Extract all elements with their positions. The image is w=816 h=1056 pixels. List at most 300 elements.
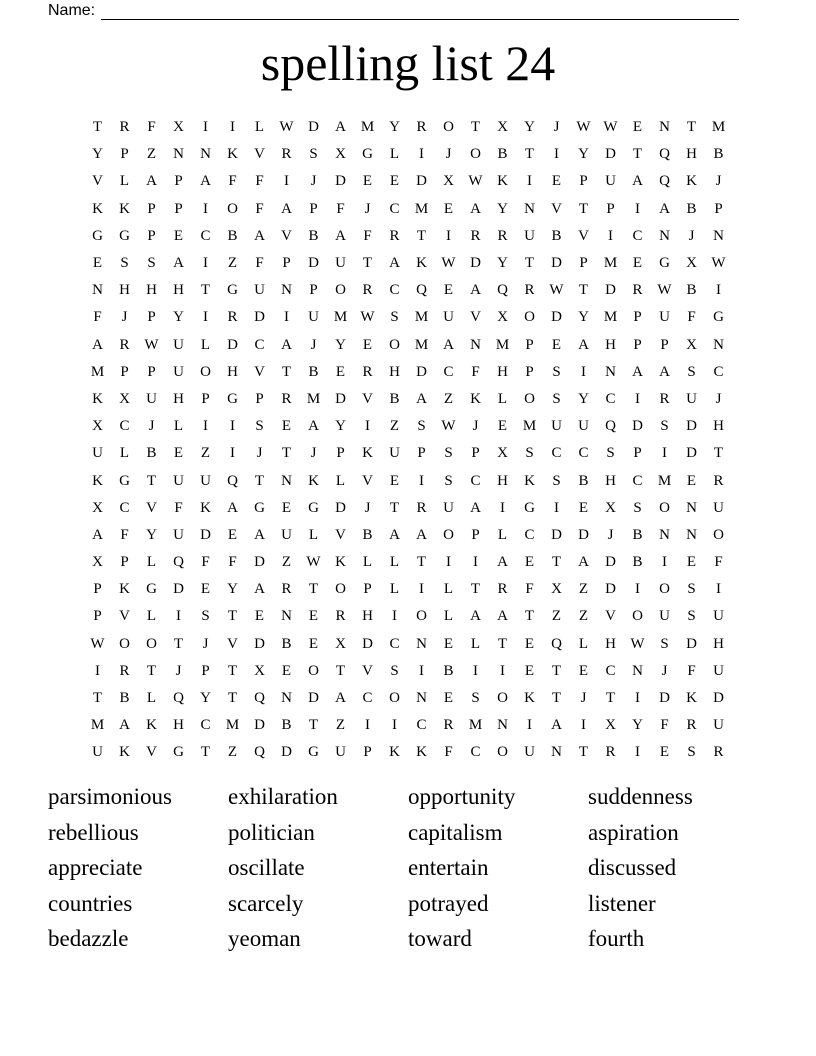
grid-letter: H — [605, 472, 616, 489]
grid-letter: X — [254, 662, 265, 679]
grid-letter: L — [254, 119, 265, 136]
grid-letter: P — [336, 445, 345, 462]
grid-letter: I — [446, 227, 451, 244]
grid-letter: A — [632, 363, 643, 380]
grid-letter: Z — [146, 146, 157, 163]
grid-letter: K — [686, 173, 697, 190]
grid-letter: R — [497, 581, 508, 598]
grid-letter: K — [92, 390, 103, 407]
grid-letter: U — [713, 499, 724, 516]
grid-letter: G — [173, 744, 184, 761]
grid-letter: H — [173, 717, 184, 734]
grid-letter: N — [659, 227, 670, 244]
grid-letter: A — [578, 336, 589, 353]
grid-letter: O — [416, 608, 427, 625]
grid-letter: X — [497, 309, 508, 326]
grid-letter: D — [551, 309, 562, 326]
grid-letter: W — [441, 418, 456, 435]
grid-letter: L — [146, 554, 157, 571]
grid-letter: T — [92, 119, 103, 136]
grid-letter: F — [255, 200, 264, 217]
grid-letter: J — [472, 418, 479, 435]
grid-letter: I — [662, 554, 667, 571]
grid-letter: I — [635, 581, 640, 598]
grid-letter: T — [470, 119, 481, 136]
grid-letter: P — [120, 363, 129, 380]
grid-letter: A — [497, 554, 508, 571]
grid-letter: N — [686, 499, 697, 516]
grid-letter: L — [578, 635, 589, 652]
grid-letter: G — [362, 146, 373, 163]
grid-letter: I — [581, 717, 586, 734]
grid-letter: U — [713, 717, 724, 734]
grid-letter: W — [711, 255, 726, 272]
grid-letter: A — [281, 200, 292, 217]
grid-letter: A — [416, 526, 427, 543]
grid-letter: A — [389, 255, 400, 272]
grid-letter: D — [416, 363, 427, 380]
grid-letter: N — [524, 200, 535, 217]
grid-letter: N — [92, 282, 103, 299]
grid-letter: E — [281, 499, 292, 516]
grid-letter: P — [660, 336, 669, 353]
grid-letter: C — [119, 499, 130, 516]
grid-letter: T — [281, 363, 292, 380]
grid-letter: O — [497, 690, 508, 707]
grid-letter: S — [471, 690, 480, 707]
grid-letter: T — [200, 282, 211, 299]
word-list-item: fourth — [588, 926, 645, 952]
grid-letter: M — [90, 717, 105, 734]
grid-letter: A — [200, 173, 211, 190]
grid-letter: B — [281, 717, 292, 734]
grid-letter: J — [688, 227, 695, 244]
grid-letter: I — [527, 173, 532, 190]
grid-letter: E — [335, 363, 346, 380]
grid-letter: Q — [659, 146, 670, 163]
grid-letter: D — [605, 581, 616, 598]
grid-letter: E — [362, 336, 373, 353]
grid-letter: S — [444, 472, 453, 489]
grid-letter: T — [335, 662, 346, 679]
grid-letter: B — [686, 200, 697, 217]
grid-letter: P — [174, 200, 183, 217]
grid-letter: R — [659, 390, 670, 407]
word-list-item: aspiration — [588, 819, 679, 845]
word-list-item: exhilaration — [228, 784, 338, 809]
grid-letter: V — [335, 526, 346, 543]
grid-letter: L — [200, 336, 211, 353]
grid-letter: J — [148, 418, 155, 435]
grid-letter: E — [254, 608, 265, 625]
grid-letter: N — [470, 336, 481, 353]
grid-letter: R — [389, 227, 400, 244]
grid-letter: P — [120, 146, 129, 163]
grid-letter: D — [308, 255, 319, 272]
grid-letter: T — [308, 717, 319, 734]
grid-letter: D — [659, 690, 670, 707]
grid-letter: H — [389, 363, 400, 380]
grid-letter: B — [632, 554, 643, 571]
grid-letter: L — [335, 472, 346, 489]
grid-letter: T — [578, 282, 589, 299]
grid-letter: T — [416, 554, 427, 571]
grid-letter: D — [713, 690, 724, 707]
grid-letter: H — [497, 472, 508, 489]
grid-letter: Z — [578, 581, 589, 598]
grid-letter: O — [146, 635, 157, 652]
grid-letter: V — [227, 635, 238, 652]
grid-letter: K — [119, 581, 130, 598]
grid-letter: L — [389, 581, 400, 598]
grid-letter: Z — [578, 608, 589, 625]
grid-letter: T — [281, 445, 292, 462]
grid-letter: F — [174, 499, 183, 516]
grid-letter: C — [389, 282, 400, 299]
grid-letter: X — [92, 554, 103, 571]
grid-letter: T — [524, 146, 535, 163]
grid-letter: K — [119, 744, 130, 761]
grid-letter: F — [255, 255, 264, 272]
grid-letter: F — [147, 119, 156, 136]
grid-letter: A — [632, 173, 643, 190]
grid-letter: A — [389, 526, 400, 543]
grid-letter: Y — [335, 336, 346, 353]
grid-letter: U — [713, 662, 724, 679]
grid-letter: K — [524, 472, 535, 489]
grid-letter: N — [497, 717, 508, 734]
grid-letter: I — [635, 200, 640, 217]
grid-letter: C — [470, 472, 481, 489]
grid-letter: E — [92, 255, 103, 272]
grid-letter: I — [230, 418, 235, 435]
grid-letter: F — [228, 173, 237, 190]
grid-letter: I — [203, 255, 208, 272]
grid-letter: N — [173, 146, 184, 163]
grid-letter: Z — [389, 418, 400, 435]
grid-letter: L — [146, 608, 157, 625]
grid-letter: U — [308, 309, 319, 326]
grid-letter: E — [686, 472, 697, 489]
grid-letter: O — [443, 526, 454, 543]
grid-letter: O — [200, 363, 211, 380]
grid-letter: V — [362, 662, 373, 679]
grid-letter: T — [605, 690, 616, 707]
grid-letter: N — [416, 690, 427, 707]
grid-letter: Y — [578, 309, 589, 326]
grid-letter: T — [254, 472, 265, 489]
grid-letter: O — [119, 635, 130, 652]
grid-letter: D — [686, 418, 697, 435]
grid-letter: P — [93, 581, 102, 598]
grid-letter: K — [497, 173, 508, 190]
grid-letter: U — [335, 255, 346, 272]
grid-letter: R — [443, 717, 454, 734]
grid-letter: S — [120, 255, 129, 272]
grid-letter: O — [659, 499, 670, 516]
grid-letter: E — [389, 472, 400, 489]
grid-letter: P — [255, 390, 264, 407]
grid-letter: P — [201, 662, 210, 679]
grid-letter: I — [176, 608, 181, 625]
grid-letter: S — [201, 608, 210, 625]
grid-letter: M — [468, 717, 483, 734]
grid-letter: K — [227, 146, 238, 163]
grid-letter: E — [443, 282, 454, 299]
grid-letter: G — [254, 499, 265, 516]
grid-letter: G — [713, 309, 724, 326]
grid-letter: E — [362, 173, 373, 190]
grid-letter: V — [362, 472, 373, 489]
grid-letter: R — [119, 119, 130, 136]
grid-letter: J — [715, 173, 722, 190]
grid-letter: I — [365, 418, 370, 435]
grid-letter: C — [443, 363, 454, 380]
grid-letter: A — [416, 390, 427, 407]
grid-letter: G — [227, 390, 238, 407]
grid-letter: B — [551, 227, 562, 244]
grid-letter: K — [416, 744, 427, 761]
grid-letter: U — [92, 445, 103, 462]
grid-letter: T — [308, 581, 319, 598]
grid-letter: Z — [227, 744, 238, 761]
grid-letter: P — [309, 200, 318, 217]
grid-letter: P — [633, 445, 642, 462]
grid-letter: F — [687, 309, 696, 326]
grid-letter: F — [336, 200, 345, 217]
grid-letter: S — [606, 445, 615, 462]
grid-letter: T — [389, 499, 400, 516]
word-list-item: parsimonious — [48, 784, 172, 809]
grid-letter: T — [551, 662, 562, 679]
grid-letter: I — [230, 119, 235, 136]
grid-letter: T — [146, 662, 157, 679]
grid-letter: T — [227, 690, 238, 707]
grid-letter: M — [711, 119, 726, 136]
grid-letter: J — [310, 173, 317, 190]
grid-letter: P — [93, 608, 102, 625]
grid-letter: M — [603, 309, 618, 326]
grid-letter: N — [281, 608, 292, 625]
grid-letter: D — [686, 635, 697, 652]
grid-letter: A — [578, 554, 589, 571]
word-list-item: scarcely — [228, 890, 304, 916]
grid-letter: M — [522, 418, 537, 435]
grid-letter: Q — [254, 690, 265, 707]
grid-letter: X — [119, 390, 130, 407]
grid-letter: B — [686, 282, 697, 299]
grid-letter: R — [497, 227, 508, 244]
grid-letter: A — [497, 608, 508, 625]
grid-letter: L — [146, 690, 157, 707]
grid-letter: U — [605, 173, 616, 190]
grid-letter: B — [146, 445, 157, 462]
grid-letter: W — [306, 554, 321, 571]
grid-letter: I — [419, 146, 424, 163]
grid-letter: V — [281, 227, 292, 244]
grid-letter: H — [605, 635, 616, 652]
grid-letter: R — [605, 744, 616, 761]
grid-letter: Y — [200, 690, 211, 707]
grid-letter: F — [228, 554, 237, 571]
grid-letter: N — [659, 526, 670, 543]
grid-letter: E — [524, 554, 535, 571]
grid-letter: K — [362, 445, 373, 462]
grid-letter: T — [578, 744, 589, 761]
grid-letter: C — [551, 445, 562, 462]
grid-letter: I — [446, 554, 451, 571]
word-list-item: suddenness — [588, 784, 693, 809]
grid-letter: Q — [605, 418, 616, 435]
grid-letter: T — [227, 608, 238, 625]
grid-letter: P — [633, 336, 642, 353]
grid-letter: K — [92, 200, 103, 217]
grid-letter: N — [713, 336, 724, 353]
word-list-item: discussed — [588, 855, 677, 881]
grid-letter: I — [203, 119, 208, 136]
grid-letter: M — [603, 255, 618, 272]
grid-letter: V — [146, 744, 157, 761]
grid-letter: D — [686, 445, 697, 462]
grid-letter: I — [203, 200, 208, 217]
grid-letter: U — [173, 472, 184, 489]
grid-letter: G — [308, 744, 319, 761]
word-list-item: appreciate — [48, 855, 143, 881]
grid-letter: E — [200, 581, 211, 598]
page-title: spelling list 24 — [260, 35, 556, 91]
grid-letter: M — [414, 200, 429, 217]
grid-letter: D — [254, 635, 265, 652]
grid-letter: M — [333, 309, 348, 326]
grid-letter: Y — [389, 119, 400, 136]
word-list-item: opportunity — [408, 784, 516, 809]
grid-letter: E — [659, 744, 670, 761]
grid-letter: S — [390, 662, 399, 679]
grid-letter: X — [443, 173, 454, 190]
grid-letter: D — [605, 146, 616, 163]
grid-letter: E — [551, 173, 562, 190]
grid-letter: U — [578, 418, 589, 435]
grid-letter: W — [468, 173, 483, 190]
grid-letter: W — [279, 119, 294, 136]
grid-letter: U — [443, 309, 454, 326]
grid-letter: Y — [497, 200, 508, 217]
grid-letter: Y — [146, 526, 157, 543]
grid-letter: U — [659, 608, 670, 625]
grid-letter: A — [254, 581, 265, 598]
grid-letter: I — [635, 744, 640, 761]
grid-letter: N — [200, 146, 211, 163]
grid-letter: F — [471, 363, 480, 380]
grid-letter: F — [93, 309, 102, 326]
grid-letter: T — [713, 445, 724, 462]
grid-letter: I — [554, 146, 559, 163]
grid-letter: X — [92, 499, 103, 516]
grid-letter: C — [605, 390, 616, 407]
grid-letter: E — [551, 336, 562, 353]
grid-letter: N — [281, 690, 292, 707]
grid-letter: J — [553, 119, 560, 136]
grid-letter: Z — [443, 390, 454, 407]
grid-letter: R — [713, 472, 724, 489]
grid-letter: O — [632, 608, 643, 625]
grid-letter: R — [713, 744, 724, 761]
grid-letter: W — [441, 255, 456, 272]
grid-letter: U — [173, 363, 184, 380]
grid-letter: U — [659, 309, 670, 326]
grid-letter: C — [605, 662, 616, 679]
grid-letter: X — [686, 255, 697, 272]
grid-letter: B — [308, 227, 319, 244]
grid-letter: R — [416, 499, 427, 516]
grid-letter: N — [659, 119, 670, 136]
grid-letter: C — [416, 717, 427, 734]
grid-letter: B — [713, 146, 724, 163]
grid-letter: O — [497, 744, 508, 761]
grid-letter: L — [497, 526, 508, 543]
grid-letter: C — [389, 200, 400, 217]
grid-letter: D — [578, 526, 589, 543]
grid-letter: Q — [254, 744, 265, 761]
grid-letter: Y — [227, 581, 238, 598]
grid-letter: B — [227, 227, 238, 244]
grid-letter: D — [605, 554, 616, 571]
grid-letter: Y — [173, 309, 184, 326]
grid-letter: G — [146, 581, 157, 598]
grid-letter: X — [605, 499, 616, 516]
grid-letter: K — [92, 472, 103, 489]
grid-letter: M — [306, 390, 321, 407]
grid-letter: S — [660, 418, 669, 435]
grid-letter: W — [630, 635, 645, 652]
grid-letter: P — [120, 554, 129, 571]
grid-letter: S — [633, 499, 642, 516]
grid-letter: T — [632, 146, 643, 163]
grid-letter: L — [362, 554, 373, 571]
grid-letter: O — [227, 200, 238, 217]
grid-letter: U — [92, 744, 103, 761]
grid-letter: R — [281, 581, 292, 598]
grid-letter: S — [687, 363, 696, 380]
grid-letter: P — [579, 173, 588, 190]
grid-letter: I — [392, 717, 397, 734]
grid-letter: A — [470, 608, 481, 625]
grid-letter: R — [119, 662, 130, 679]
grid-letter: S — [525, 445, 534, 462]
grid-letter: S — [417, 418, 426, 435]
grid-letter: J — [310, 336, 317, 353]
grid-letter: O — [470, 146, 481, 163]
grid-letter: G — [92, 227, 103, 244]
grid-letter: B — [578, 472, 589, 489]
grid-letter: E — [308, 635, 319, 652]
grid-letter: K — [686, 690, 697, 707]
name-blank-line — [101, 5, 739, 20]
grid-letter: I — [284, 309, 289, 326]
grid-letter: R — [416, 119, 427, 136]
grid-letter: P — [525, 363, 534, 380]
grid-letter: E — [173, 445, 184, 462]
grid-letter: S — [309, 146, 318, 163]
grid-letter: H — [605, 336, 616, 353]
word-list-item: listener — [588, 890, 656, 916]
word-list-item: yeoman — [228, 926, 301, 952]
grid-letter: D — [335, 499, 346, 516]
grid-letter: S — [552, 363, 561, 380]
grid-letter: Y — [335, 418, 346, 435]
grid-letter: I — [365, 717, 370, 734]
grid-letter: D — [470, 255, 481, 272]
